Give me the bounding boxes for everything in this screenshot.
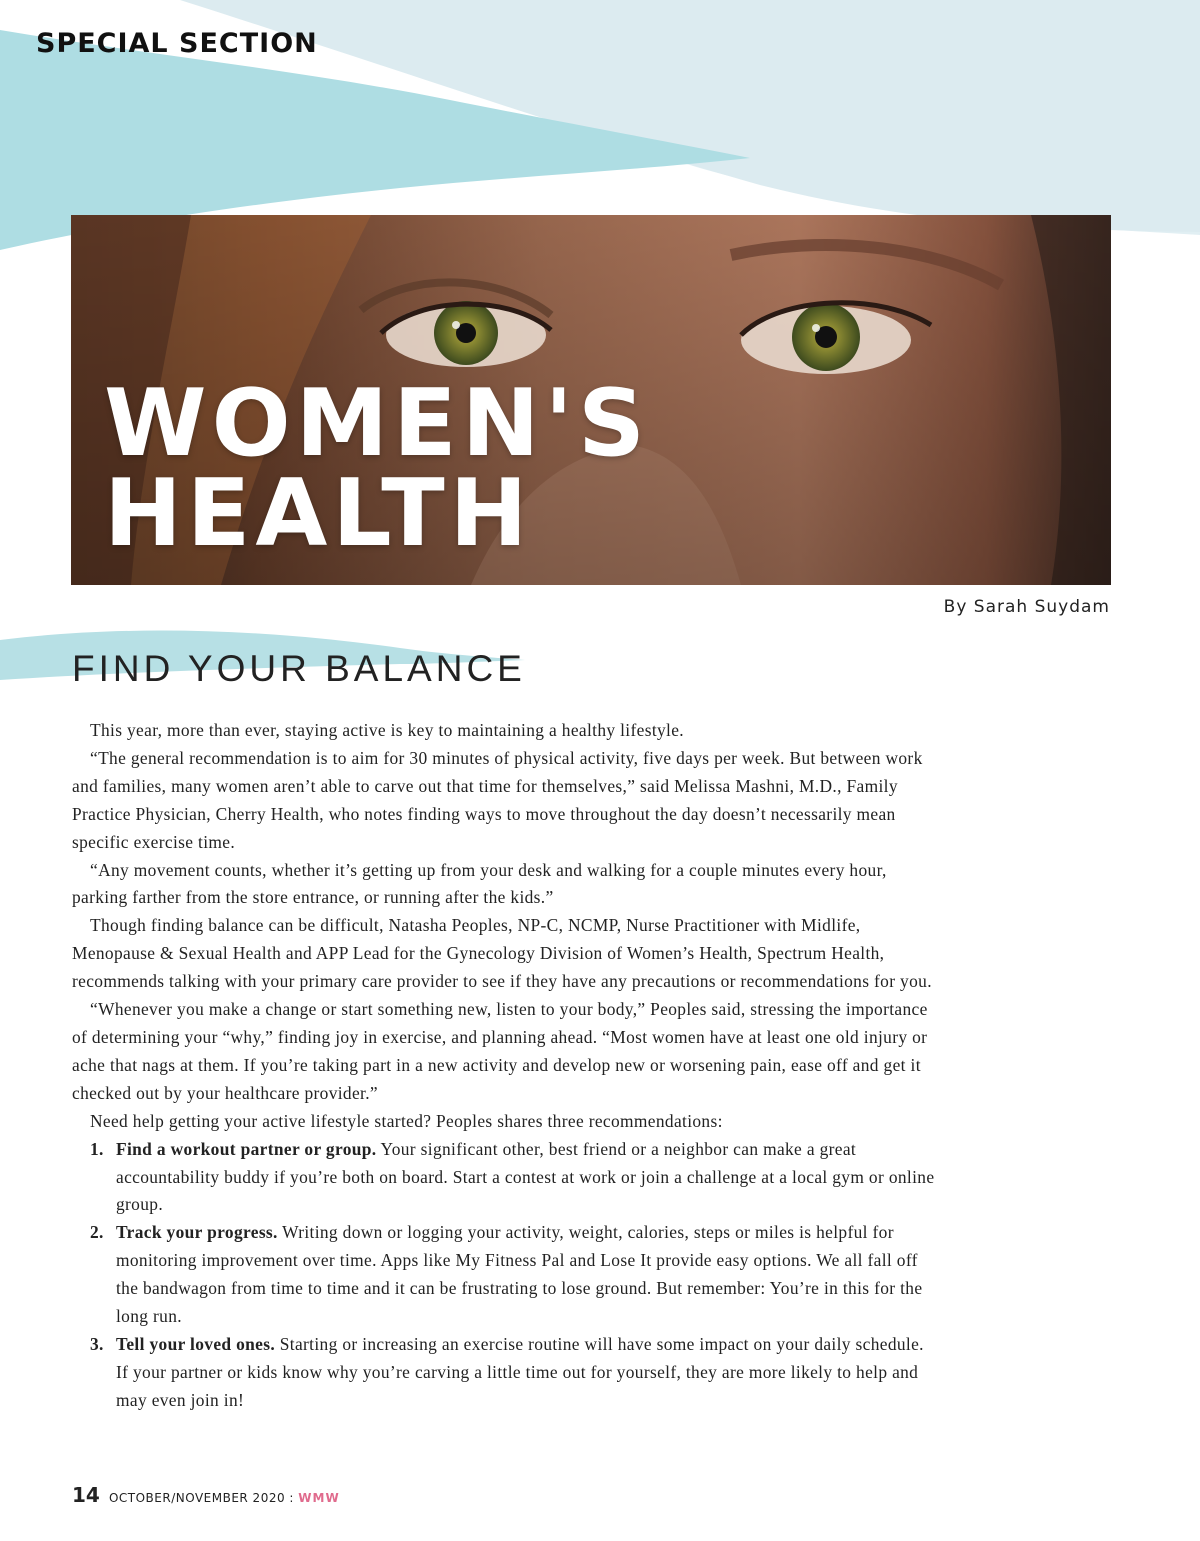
byline: By Sarah Suydam bbox=[943, 597, 1110, 617]
list-item-text: Starting or increasing an exercise routine will have some impact on your daily schedule. If your partner or kids know why you’re carving a little time out for yourself, they are more likely to help and may even join in! bbox=[116, 1333, 924, 1410]
article-headline: FIND YOUR BALANCE bbox=[72, 648, 526, 689]
list-item-title: Tell your loved ones. bbox=[116, 1333, 276, 1354]
page-footer bbox=[72, 1483, 340, 1507]
paragraph: “Whenever you make a change or start something new, listen to your body,” Peoples said, stressing the importance of determining your “why,” finding joy in exercise, and planning ahead. “Most women have at least one old injury or ache that nags at them. If you’re taking part in a new activity and develop new or worsening pain, ease off and get it checked out by your healthcare provider.” bbox=[72, 999, 928, 1103]
recommendations-list bbox=[72, 1136, 938, 1415]
paragraph: This year, more than ever, staying active is key to maintaining a healthy lifestyle. bbox=[90, 720, 684, 740]
hero-title-line1: WOMEN'S bbox=[104, 369, 651, 477]
list-item-text: Your significant other, best friend or a neighbor can make a great accountability buddy if you’re both on board. Start a contest at work or join a challenge at a local gym or online group. bbox=[116, 1138, 935, 1215]
list-number: 2. bbox=[90, 1222, 104, 1243]
list-number: 1. bbox=[90, 1138, 104, 1159]
hero-title bbox=[104, 369, 651, 567]
hero-banner bbox=[71, 215, 1111, 585]
paragraph: “Any movement counts, whether it’s getting up from your desk and walking for a couple minutes every hour, parking farther from the store entrance, or running after the kids.” bbox=[72, 859, 887, 908]
article-body bbox=[72, 717, 938, 1415]
list-item bbox=[72, 1136, 938, 1220]
list-item-title: Track your progress. bbox=[116, 1222, 278, 1243]
list-number: 3. bbox=[90, 1333, 104, 1354]
paragraph: “The general recommendation is to aim for 30 minutes of physical activity, five days per week. But between work and families, many women aren’t able to carve out that time for themselves,” said Melissa Mashni, M.D., Family Practice Physician, Cherry Health, who notes finding ways to move throughout the day doesn’t necessarily mean specific exercise time. bbox=[72, 747, 923, 852]
list-item bbox=[72, 1331, 938, 1415]
list-item-text: Writing down or logging your activity, weight, calories, steps or miles is helpful for monitoring improvement over time. Apps like My Fitness Pal and Lose It provide easy options. We all fall off the bandwagon from time to time and it can be frustrating to lose ground. But remember: You’re in this for the long run. bbox=[116, 1222, 923, 1327]
list-item-title: Find a workout partner or group. bbox=[116, 1138, 377, 1159]
paragraph: Though finding balance can be difficult, Natasha Peoples, NP-C, NCMP, Nurse Practitioner with Midlife, Menopause & Sexual Health and APP Lead for the Gynecology Division of Women’s Health, Spectrum Health, recommends talking with your primary care provider to see if they have any precautions or recommendations for you. bbox=[72, 915, 932, 992]
hero-title-line2: HEALTH bbox=[104, 459, 533, 567]
issue-date: OCTOBER/NOVEMBER 2020 : bbox=[108, 1491, 299, 1505]
brand-name: WMW bbox=[298, 1491, 340, 1505]
section-label: SPECIAL SECTION bbox=[36, 28, 318, 59]
paragraph: Need help getting your active lifestyle started? Peoples shares three recommendations: bbox=[90, 1110, 723, 1131]
page-number: 14 bbox=[72, 1483, 100, 1507]
list-item bbox=[72, 1219, 938, 1331]
